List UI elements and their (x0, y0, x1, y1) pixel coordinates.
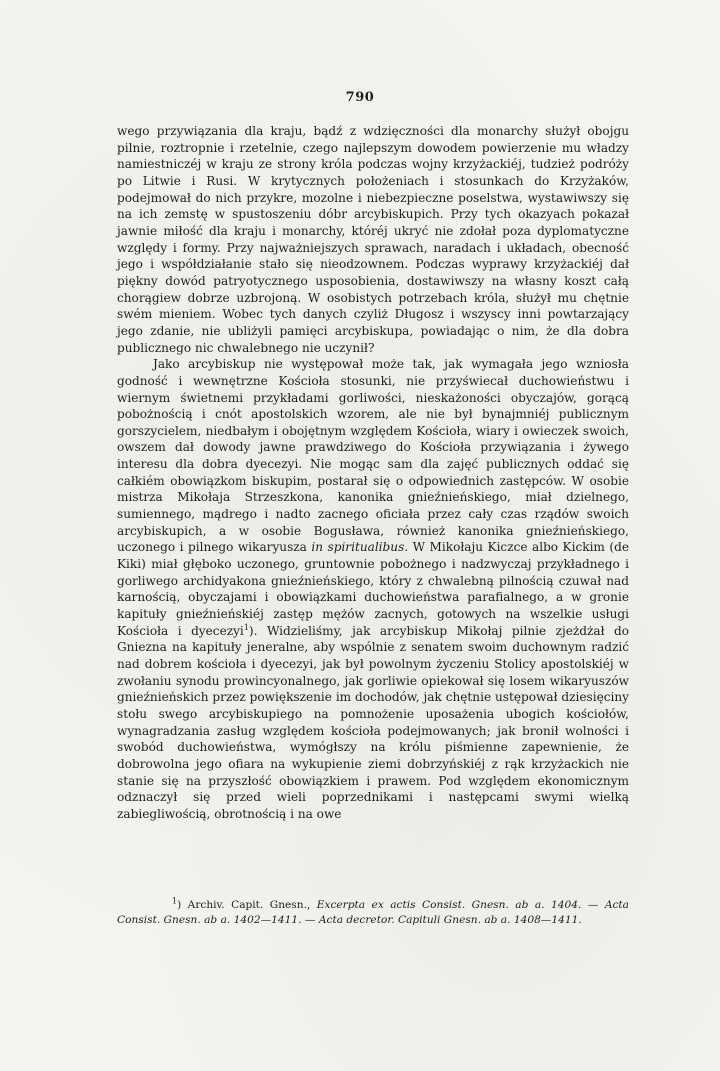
paragraph-2-italic: in spiritualibus. (311, 540, 409, 555)
footnote-part: — (301, 914, 319, 926)
footnote-part: Acta Consist. Gnesn. ab a. 1402—1411. (117, 899, 629, 926)
footnote-part: — (581, 899, 605, 911)
footnotes (117, 898, 629, 928)
paragraph-2 (117, 356, 629, 822)
page-number: 790 (345, 90, 375, 105)
footnote-marker: 1 (172, 896, 178, 906)
footnote-part: Archiv. Capit. Gnesn., (181, 899, 317, 911)
paragraph-2-text-a: Jako arcybiskup nie występował może tak, jak wymagała jego wzniosła godność i wewnętrzne Kościoła stosunki, nie przyświecał duchowieństwu i wiernym świetnemi przykładami gorliwości, nieskażoności obyczajów, gorącą pobożnością i cnót apostolskich wzorem, ale nie był bynajmniéj publicznym gorszycielem, niedbałym i obojętnym względem Kościoła, wiary i owieczek swoich, owszem dał dowody jawne prawdziwego do Kościoła przywiązania i żywego interesu dla dobra dyecezyi. Nie mogąc sam dla zajęć publicznych oddać się całkiém obowiązkom biskupim, postarał się o odpowiednich zastępców. W osobie mistrza Mikołaja Strzeszkona, kanonika gnieźnieńskiego, miał dzielnego, sumiennego, mądrego i nadto zacnego oficiała przez cały czas rządów swoich arcybiskupich, a w osobie Bogusława, również kanonika gnieźnieńskiego, uczonego i pilnego wikaryusza (117, 357, 629, 555)
main-text (117, 123, 629, 823)
paragraph-2-text-c: ). Widzieliśmy, jak arcybiskup Mikołaj pilnie zjeżdżał do Gniezna na kapituły jeneralne, aby wspólnie z senatem swoim duchownym radzić nad dobrem kościoła i dyecezyi, jak był powolnym życzeniu Stolicy apostolskiéj w zwołaniu synodu prowincyonalnego, jak gorliwie opiekował się losem wikaryuszów gnieźnieńskich przez powiększenie im dochodów, jak chętnie ustępował dziesięciny stołu swego arcybiskupiego na pomnożenie uposażenia ubogich kościołów, wynagradzania zasług względem kościoła podejmowanych; jak bronił wolności i swobód duchowieństwa, wymógłszy na królu piśmienne zapewnienie, że dobrowolna jego ofiara na wykupienie ziemi dobrzyńskiéj z rąk krzyżackich nie stanie się na przyszłość obowiązkiem i prawem. Pod względem ekonomicznym odznaczył się przed wieli poprzednikami i następcami swymi wielką zabiegliwością, obrotnością i na owe (117, 623, 630, 821)
footnote-part: Acta decretor. Capituli Gnesn. ab a. 1408—1411. (318, 914, 582, 926)
footnote-1 (117, 898, 629, 928)
footnote-marker-suffix: ) (177, 899, 182, 911)
paragraph-2-text-b: W Mikołaju Kiczce albo Kickim (de Kiki) miał głęboko uczonego, gruntownie pobożnego i nadzwyczaj przykładnego i gorliwego archidyakona gnieźnieńskiego, który z chwalebną pilnością czuwał nad karnością, obyczajami i obowiązkami duchowieństwa parafialnego, a w gronie kapituły gnieźnieńskiéj zastęp mężów zacnych, gotowych na wszelkie usługi Kościoła i dyecezyi (117, 540, 629, 638)
footnote-part: Excerpta ex actis Consist. Gnesn. ab a. 1404. (316, 899, 582, 911)
paragraph-1: wego przywiązania dla kraju, bądź z wdzięczności dla monarchy służył obojgu pilnie, roztropnie i rzetelnie, czego najlepszym dowodem powierzenie mu władzy namiestniczéj w kraju ze strony króla podczas wojny krzyżackiéj, tudzież podróży po Litwie i Rusi. W krytycznych położeniach i stosunkach do Krzyżaków, podejmował do nich przykre, mozolne i niebezpieczne poselstwa, wystawiwszy się na ich zemstę w spustoszeniu dóbr arcybiskupich. Przy tych okazyach pokazał jawnie miłość dla kraju i monarchy, któréj ukryć nie zdołał poza dyplomatyczne względy i formy. Przy najważniejszych sprawach, naradach i układach, obecność jego i współdziałanie stało się nieodzownem. Podczas wyprawy krzyżackiéj dał piękny dowód patryotycznego usposobienia, dostawiwszy na własny koszt całą chorągiew dobrze uzbrojoną. W osobistych potrzebach króla, służył mu chętnie swém mieniem. Wobec tych danych czyliż Długosz i wszyscy inni powtarzający jego zdanie, nie ubliżyli pamięci arcybiskupa, powiadając o nim, że dla dobra publicznego nic chwalebnego nie uczynił? (117, 124, 629, 355)
footnote-reference[interactable]: 1 (243, 622, 249, 632)
